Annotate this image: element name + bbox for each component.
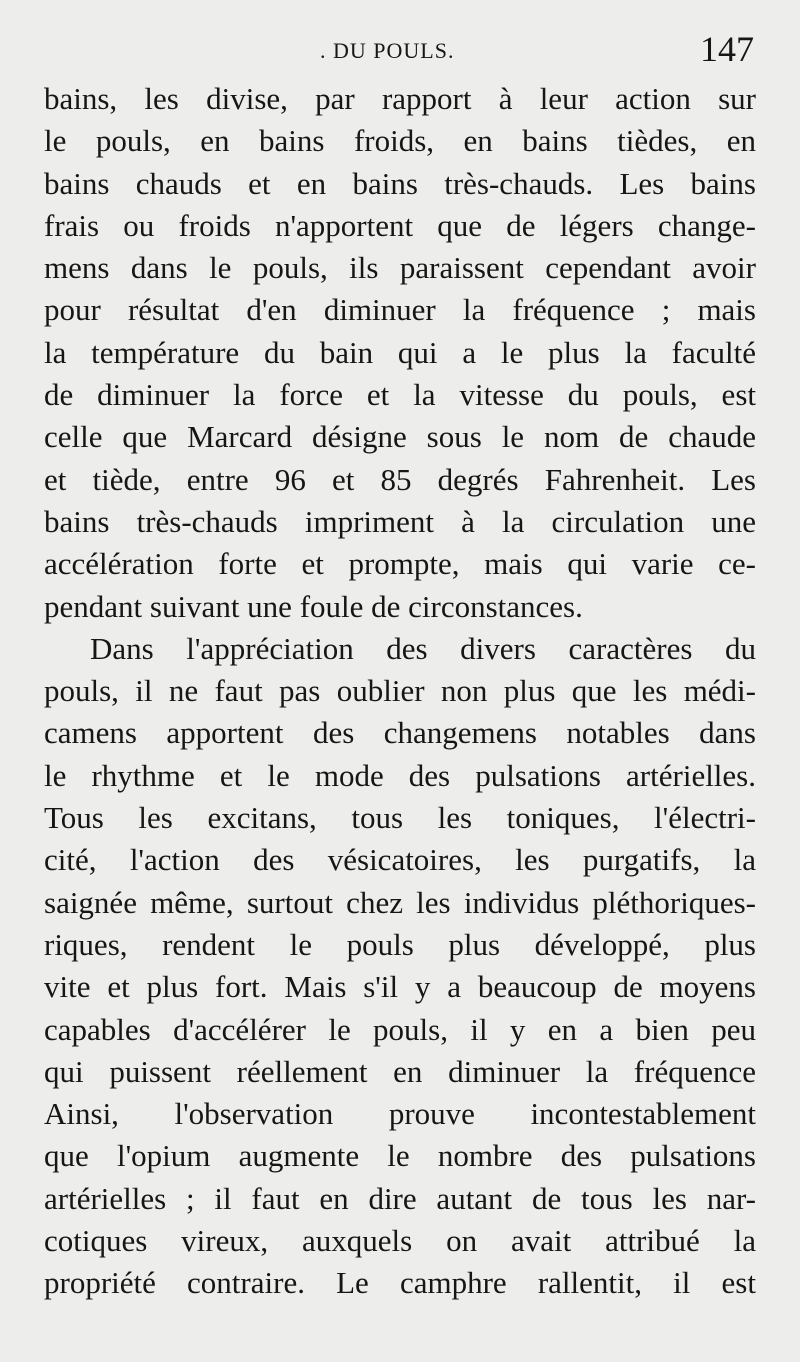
text-line: la température du bain qui a le plus la faculté xyxy=(44,334,756,370)
text-line: celle que Marcard désigne sous le nom de chaude xyxy=(44,419,756,455)
text-line: artérielles ; il faut en dire autant de tous les nar- xyxy=(44,1180,756,1216)
text-line: qui puissent réellement en diminuer la fréquence xyxy=(44,1053,756,1089)
text-line: saignée même, surtout chez les individus pléthoriques- xyxy=(44,884,756,920)
text-line: frais ou froids n'apportent que de légers change- xyxy=(44,207,756,243)
text-line: propriété contraire. Le camphre rallentit, il est xyxy=(44,1265,756,1301)
text-line: bains très-chauds impriment à la circulation une xyxy=(44,503,756,539)
running-head: . DU POULS. xyxy=(320,38,455,63)
paragraph-start-line: Dans l'appréciation des divers caractères du xyxy=(90,630,756,666)
text-line: accélération forte et prompte, mais qui varie ce- xyxy=(44,546,756,582)
text-line: le pouls, en bains froids, en bains tièdes, en xyxy=(44,123,756,159)
page-number: 147 xyxy=(700,29,754,69)
text-line: cité, l'action des vésicatoires, les purgatifs, la xyxy=(44,842,756,878)
paragraph-end-line: pendant suivant une foule de circonstances. xyxy=(44,588,583,624)
text-line: camens apportent des changemens notables dans xyxy=(44,715,756,751)
text-line: capables d'accélérer le pouls, il y en a bien peu xyxy=(44,1011,756,1047)
text-line: mens dans le pouls, ils paraissent cependant avoir xyxy=(44,250,756,286)
text-line: de diminuer la force et la vitesse du pouls, est xyxy=(44,377,756,413)
text-line: riques, rendent le pouls plus développé, plus xyxy=(44,926,756,962)
text-line: que l'opium augmente le nombre des pulsations xyxy=(44,1138,756,1174)
text-line: vite et plus fort. Mais s'il y a beaucoup de moyens xyxy=(44,969,756,1005)
text-line: pouls, il ne faut pas oublier non plus que les médi- xyxy=(44,673,756,709)
text-line: Ainsi, l'observation prouve incontestablement xyxy=(44,1096,756,1132)
text-line: Tous les excitans, tous les toniques, l'électri- xyxy=(44,800,756,836)
text-line: bains chauds et en bains très-chauds. Les bains xyxy=(44,165,756,201)
text-line: cotiques vireux, auxquels on avait attribué la xyxy=(44,1223,756,1259)
body-text xyxy=(44,78,756,1305)
text-line: et tiède, entre 96 et 85 degrés Fahrenheit. Les xyxy=(44,461,756,497)
text-line: pour résultat d'en diminuer la fréquence ; mais xyxy=(44,292,756,328)
text-line: le rhythme et le mode des pulsations artérielles. xyxy=(44,757,756,793)
text-line: bains, les divise, par rapport à leur action sur xyxy=(44,81,756,116)
